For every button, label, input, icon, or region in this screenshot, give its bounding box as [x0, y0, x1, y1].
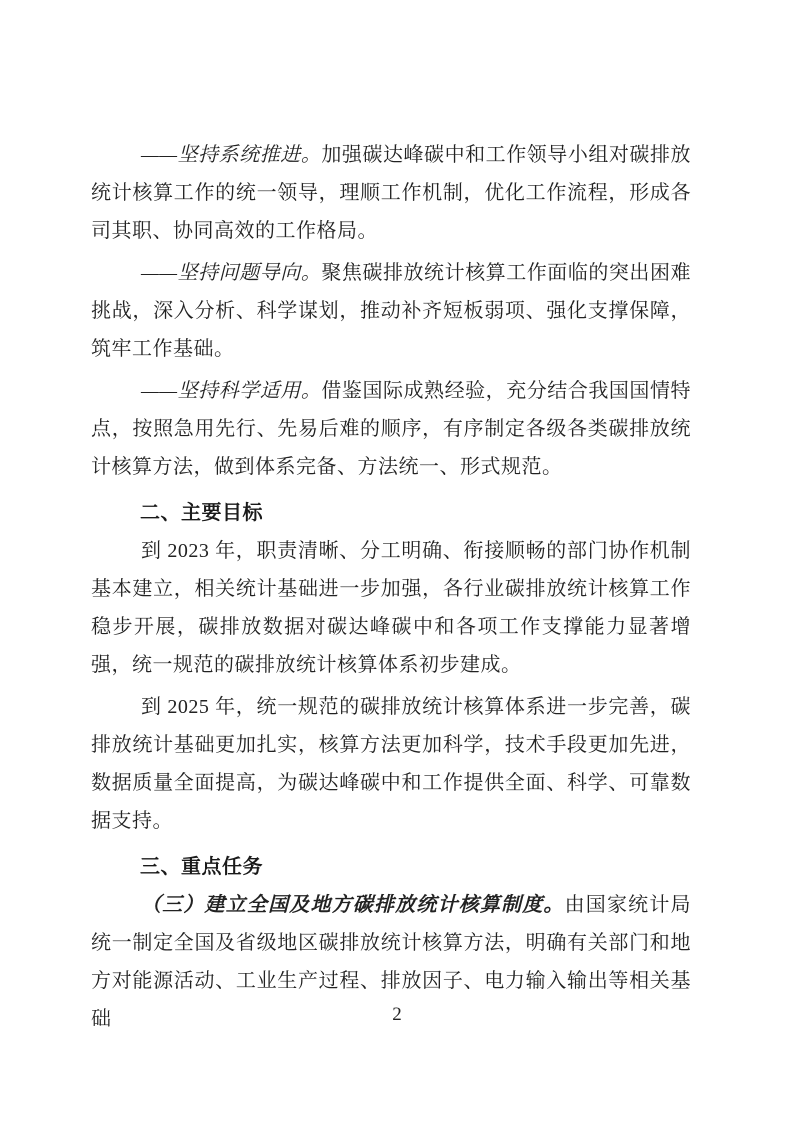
task-text: 由国家统计局统一制定全国及省级地区碳排放统计核算方法，明确有关部门和地方对能源活动、工业生产过程、排放因子、电力输入输出等相关基础	[91, 894, 692, 1030]
principle-lead-2: ——坚持问题导向。	[141, 262, 322, 284]
principle-text-3: 借鉴国际成熟经验，充分结合我国国情特点，按照急用先行、先易后难的顺序，有序制定各级各类碳排放统计核算方法，做到体系完备、方法统一、形式规范。	[91, 380, 692, 478]
principle-text-2: 聚焦碳排放统计核算工作面临的突出困难挑战，深入分析、科学谋划，推动补齐短板弱项、强化支撑保障，筑牢工作基础。	[91, 262, 692, 360]
page-number: 2	[392, 1004, 402, 1025]
goals-paragraph-2023: 到 2023 年，职责清晰、分工明确、衔接顺畅的部门协作机制基本建立，相关统计基础进一步加强，各行业碳排放统计核算工作稳步开展，碳排放数据对碳达峰碳中和各项工作支撑能力显著增强，统一规范的碳排放统计核算体系初步建成。	[91, 540, 691, 676]
section-heading-key-tasks: 三、重点任务	[140, 856, 263, 878]
principle-lead-1: ——坚持系统推进。	[141, 144, 322, 166]
principle-lead-3: ——坚持科学适用。	[141, 380, 322, 402]
principle-paragraph-2	[91, 254, 691, 368]
goals-paragraph-2025: 到 2025 年，统一规范的碳排放统计核算体系进一步完善，碳排放统计基础更加扎实，核算方法更加科学，技术手段更加先进，数据质量全面提高，为碳达峰碳中和工作提供全面、科学、可靠数据支持。	[91, 696, 691, 832]
principle-paragraph-3	[91, 372, 691, 486]
task-lead: （三）建立全国及地方碳排放统计核算制度。	[141, 894, 565, 916]
document-body	[91, 136, 691, 1042]
principle-text-1: 加强碳达峰碳中和工作领导小组对碳排放统计核算工作的统一领导，理顺工作机制，优化工作流程，形成各司其职、协同高效的工作格局。	[91, 144, 692, 242]
section-heading-main-goals: 二、主要目标	[140, 502, 263, 524]
principle-paragraph-1	[91, 136, 691, 250]
